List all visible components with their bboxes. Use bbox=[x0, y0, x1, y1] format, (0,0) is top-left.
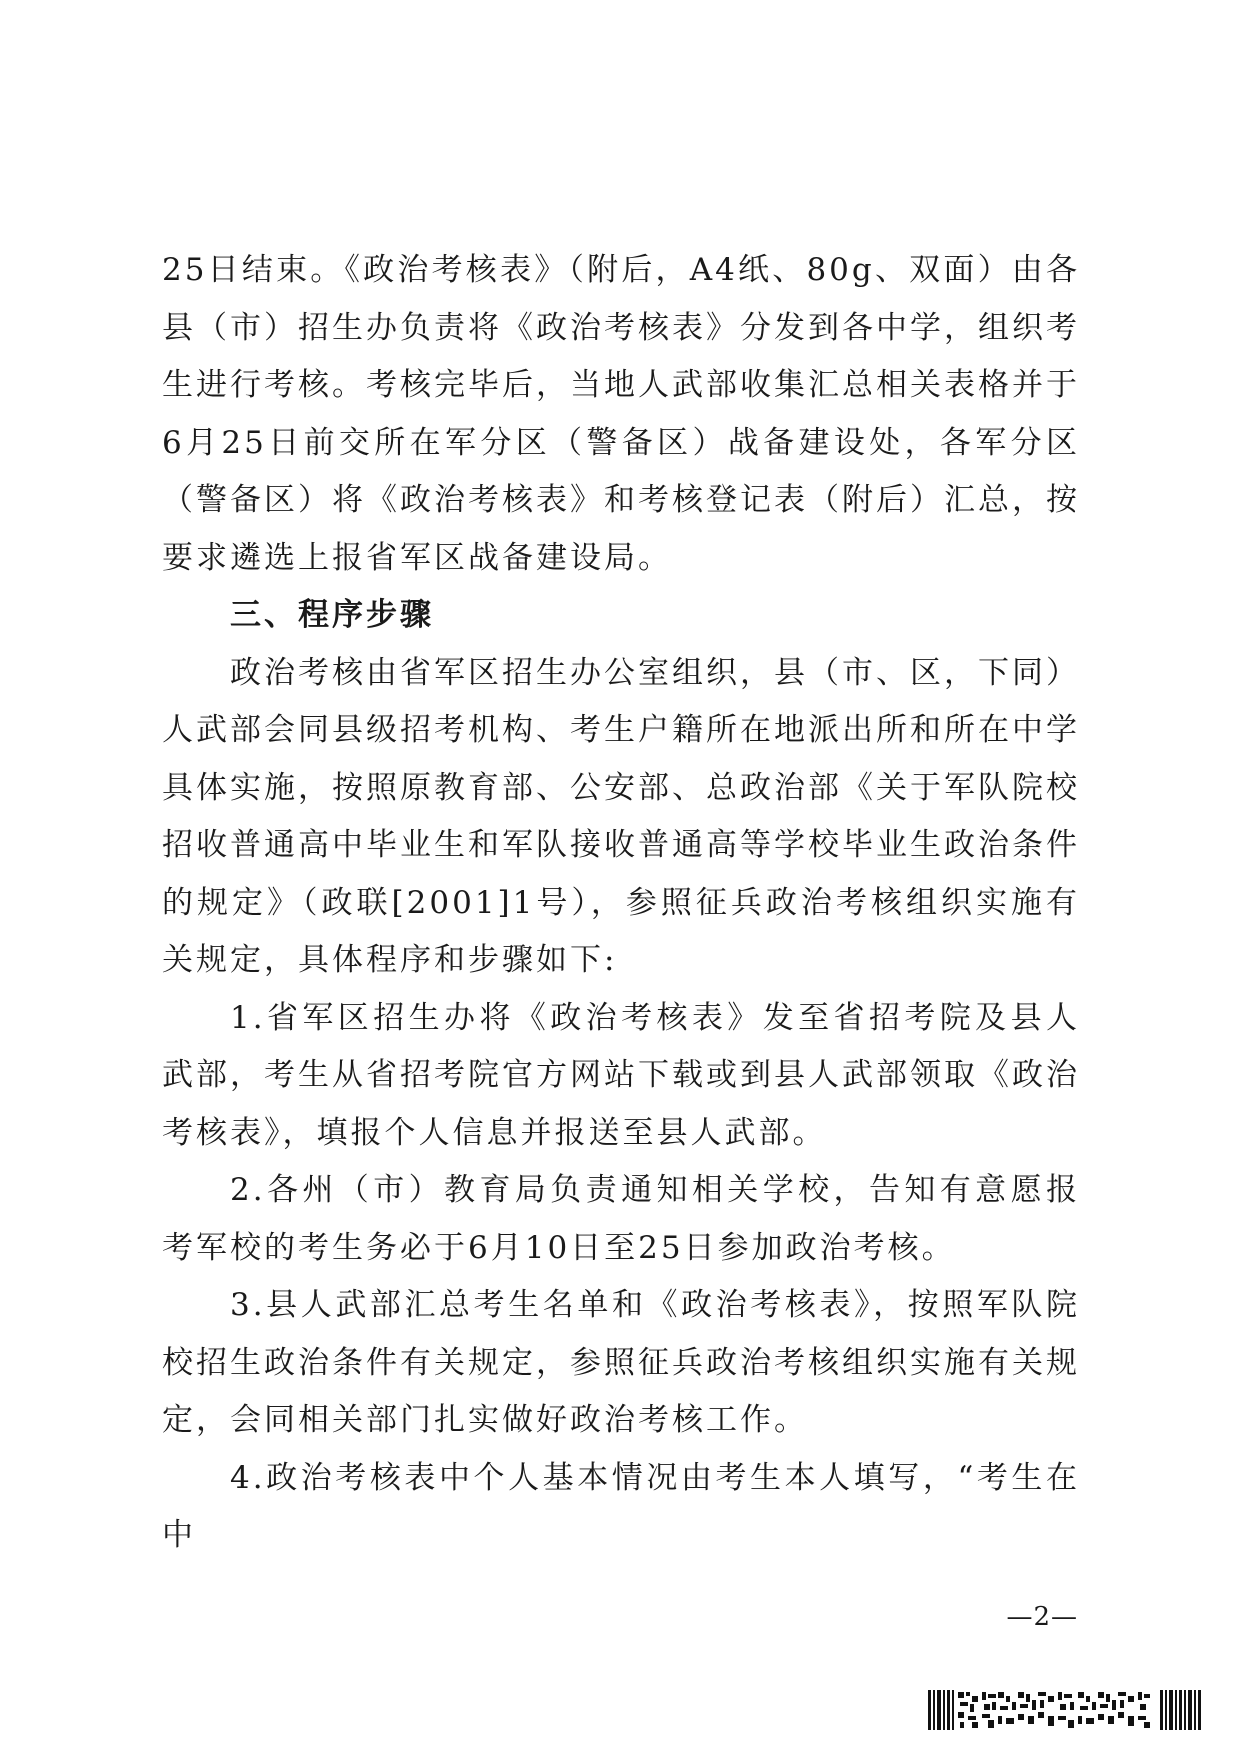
paragraph-step-1: 1.省军区招生办将《政治考核表》发至省招考院及县人武部，考生从省招考院官方网站下载或到县人武部领取《政治考核表》，填报个人信息并报送至县人武部。 bbox=[162, 999, 1080, 1151]
page-number: —2— bbox=[1006, 1602, 1078, 1632]
paragraph-step-3: 3.县人武部汇总考生名单和《政治考核表》，按照军队院校招生政治条件有关规定，参照征兵政治考核组织实施有关规定，会同相关部门扎实做好政治考核工作。 bbox=[162, 1287, 1080, 1438]
document-body bbox=[162, 242, 1080, 1565]
barcode-icon bbox=[928, 1690, 1204, 1730]
paragraph-procedure-intro: 政治考核由省军区招生办公室组织，县（市、区，下同）人武部会同县级招考机构、考生户籍所在地派出所和所在中学具体实施，按照原教育部、公安部、总政治部《关于军队院校招收普通高中毕业生和军队接收普通高等学校毕业生政治条件的规定》（政联[2001]1号），参照征兵政治考核组织实施有关规定，具体程序和步骤如下: bbox=[162, 654, 1080, 978]
section-heading-procedure: 三、程序步骤 bbox=[230, 597, 434, 633]
paragraph-step-2: 2.各州（市）教育局负责通知相关学校，告知有意愿报考军校的考生务必于6月10日至25日参加政治考核。 bbox=[162, 1172, 1080, 1266]
paragraph-step-4: 4.政治考核表中个人基本情况由考生本人填写，“考生在中 bbox=[162, 1459, 1080, 1553]
paragraph-continuation: 25日结束。《政治考核表》（附后，A4纸、80g、双面）由各县（市）招生办负责将《政治考核表》分发到各中学，组织考生进行考核。考核完毕后，当地人武部收集汇总相关表格并于6月25日前交所在军分区（警备区）战备建设处，各军分区（警备区）将《政治考核表》和考核登记表（附后）汇总，按要求遴选上报省军区战备建设局。 bbox=[162, 252, 1080, 576]
